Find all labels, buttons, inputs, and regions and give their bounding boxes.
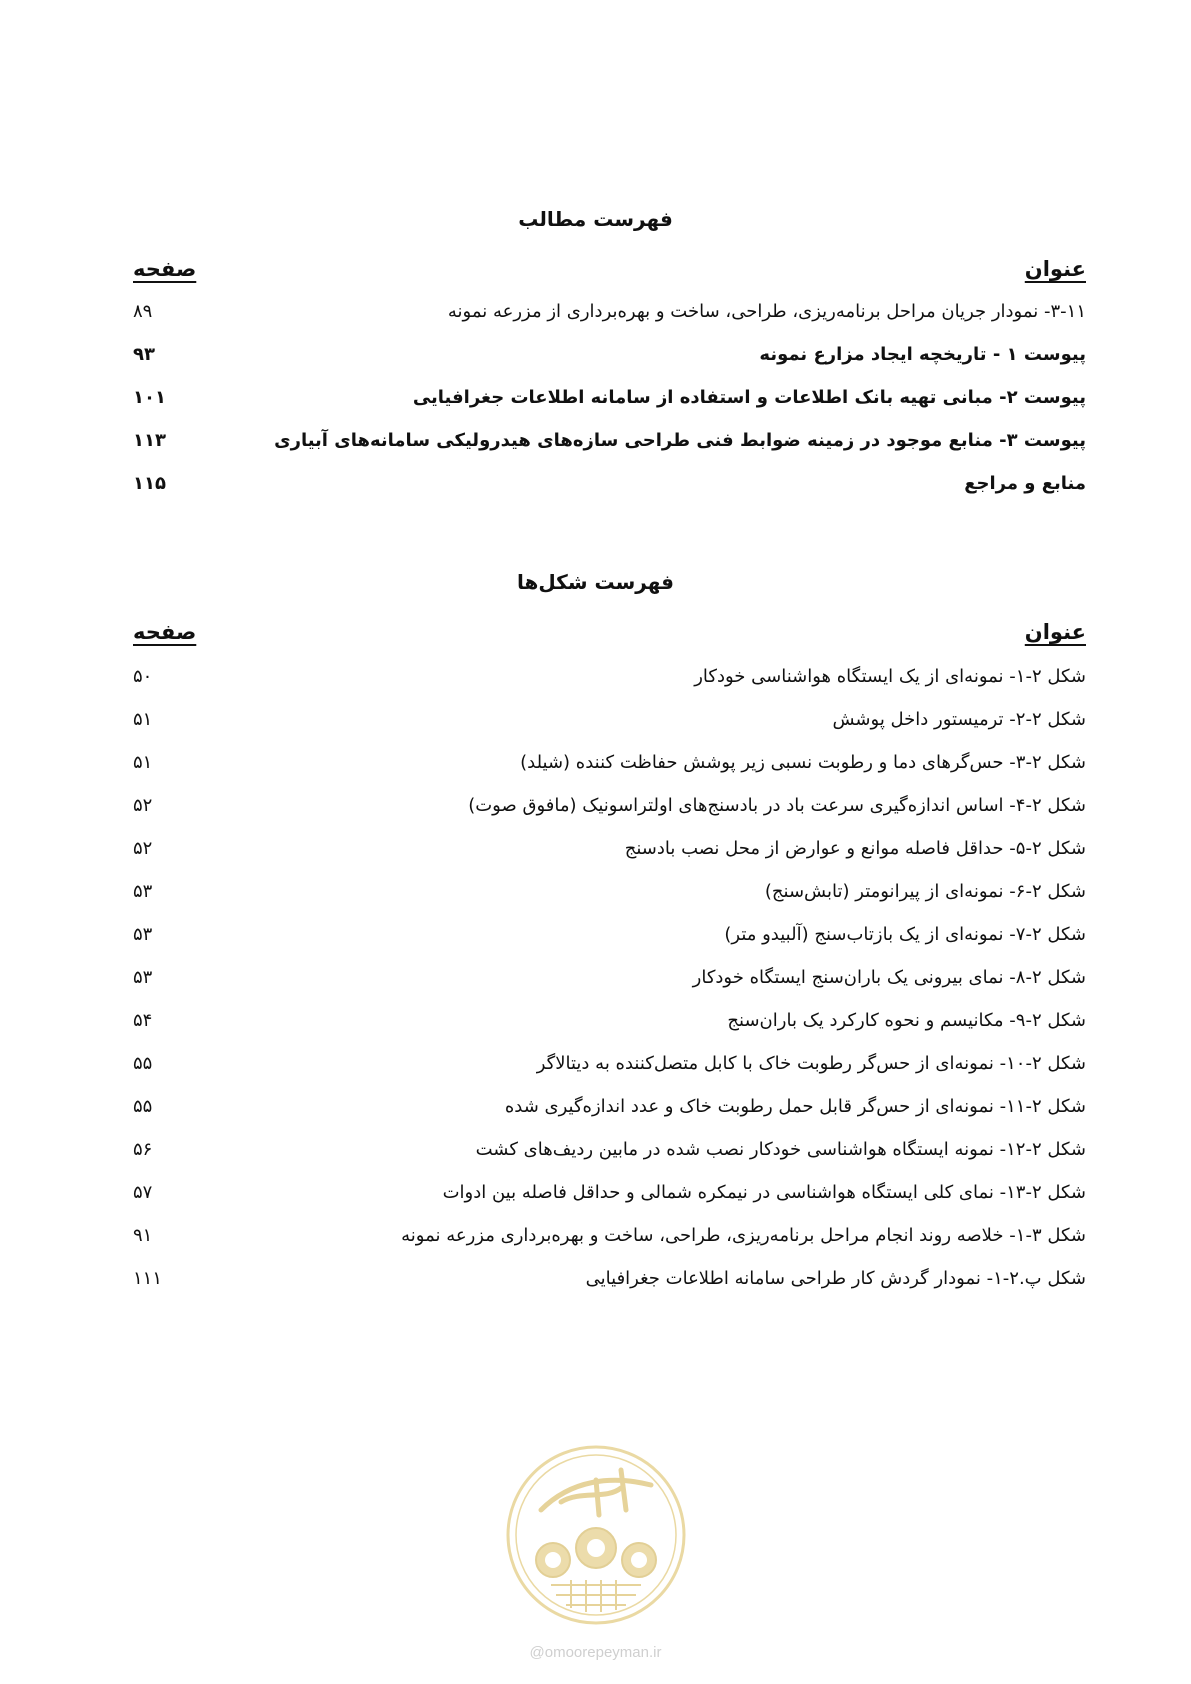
figure-row[interactable] xyxy=(0,746,1191,780)
gear-seal-icon xyxy=(501,1440,691,1630)
figure-row-page: ۵۴ xyxy=(133,1010,153,1031)
figure-row[interactable] xyxy=(0,703,1191,737)
figure-row[interactable] xyxy=(0,1133,1191,1167)
toc-column-page: صفحه xyxy=(133,257,197,281)
toc-row-title: منابع و مراجع xyxy=(964,473,1086,494)
toc-row-page: ۹۳ xyxy=(133,344,155,365)
toc-column-title: عنوان xyxy=(1024,257,1086,281)
figure-row[interactable] xyxy=(0,832,1191,866)
toc-row-page: ۱۱۵ xyxy=(133,473,166,494)
figure-row-title: شکل ۲-۱۱- نمونه‌ای از حس‌گر قابل حمل رطوبت خاک و عدد اندازه‌گیری شده xyxy=(504,1096,1086,1117)
toc-row[interactable] xyxy=(0,381,1191,415)
figure-row-title: شکل ۲-۵- حداقل فاصله موانع و عوارض از محل نصب بادسنج xyxy=(624,838,1086,859)
figure-row-page: ۱۱۱ xyxy=(133,1268,163,1289)
toc-row-page: ۸۹ xyxy=(133,301,153,322)
figures-column-title: عنوان xyxy=(1024,620,1086,644)
figure-row-title: شکل ۳-۱- خلاصه روند انجام مراحل برنامه‌ریزی، طراحی، ساخت و بهره‌برداری مزرعه نمونه xyxy=(401,1225,1086,1246)
toc-row-page: ۱۱۳ xyxy=(133,430,166,451)
figure-row[interactable] xyxy=(0,1047,1191,1081)
figure-row-page: ۵۲ xyxy=(133,795,153,816)
figure-row-title: شکل پ.۲-۱- نمودار گردش کار طراحی سامانه اطلاعات جغرافیایی xyxy=(585,1268,1086,1289)
figure-row-title: شکل ۲-۲- ترمیستور داخل پوشش xyxy=(832,709,1086,730)
figure-row-page: ۵۵ xyxy=(133,1096,153,1117)
figure-row-title: شکل ۲-۹- مکانیسم و نحوه کارکرد یک باران‌سنج xyxy=(727,1010,1086,1031)
figure-row-page: ۵۶ xyxy=(133,1139,153,1160)
figure-row[interactable] xyxy=(0,1004,1191,1038)
figure-row-title: شکل ۲-۸- نمای بیرونی یک باران‌سنج ایستگاه خودکار xyxy=(692,967,1086,988)
figure-row-page: ۵۳ xyxy=(133,967,153,988)
watermark-logo xyxy=(501,1440,691,1630)
toc-row[interactable] xyxy=(0,424,1191,458)
figure-row[interactable] xyxy=(0,1262,1191,1296)
toc-row-title: پیوست ۳- منابع موجود در زمینه ضوابط فنی طراحی سازه‌های هیدرولیکی سامانه‌های آبیاری xyxy=(274,430,1086,451)
figure-row-page: ۵۳ xyxy=(133,881,153,902)
toc-heading: فهرست مطالب xyxy=(518,207,673,231)
figures-column-page: صفحه xyxy=(133,620,197,644)
toc-row[interactable] xyxy=(0,295,1191,329)
figure-row-title: شکل ۲-۱۰- نمونه‌ای از حس‌گر رطوبت خاک با کابل متصل‌کننده به دیتالاگر xyxy=(536,1053,1086,1074)
figure-row[interactable] xyxy=(0,1219,1191,1253)
figure-row-title: شکل ۲-۱۳- نمای کلی ایستگاه هواشناسی در نیمکره شمالی و حداقل فاصله بین ادوات xyxy=(442,1182,1086,1203)
toc-row-title: ۳-۱۱- نمودار جریان مراحل برنامه‌ریزی، طراحی، ساخت و بهره‌برداری از مزرعه نمونه xyxy=(447,301,1086,322)
figure-row-page: ۵۷ xyxy=(133,1182,153,1203)
figure-row-title: شکل ۲-۶- نمونه‌ای از پیرانومتر (تابش‌سنج) xyxy=(764,881,1086,902)
toc-row-title: پیوست ۱ - تاریخچه ایجاد مزارع نمونه xyxy=(759,344,1086,365)
figure-row[interactable] xyxy=(0,660,1191,694)
figure-row-page: ۵۱ xyxy=(133,709,153,730)
figure-row-title: شکل ۲-۳- حس‌گرهای دما و رطوبت نسبی زیر پوشش حفاظت کننده (شیلد) xyxy=(520,752,1086,773)
figure-row-page: ۵۱ xyxy=(133,752,153,773)
figure-row-title: شکل ۲-۷- نمونه‌ای از یک بازتاب‌سنج (آلبیدو متر) xyxy=(724,924,1086,945)
figure-row-page: ۵۲ xyxy=(133,838,153,859)
figure-row-title: شکل ۲-۱- نمونه‌ای از یک ایستگاه هواشناسی خودکار xyxy=(694,666,1086,687)
figure-row-page: ۵۳ xyxy=(133,924,153,945)
figure-row[interactable] xyxy=(0,789,1191,823)
figure-row[interactable] xyxy=(0,1176,1191,1210)
watermark-url: @omoorepeyman.ir xyxy=(529,1644,662,1661)
figure-row[interactable] xyxy=(0,961,1191,995)
figure-row-title: شکل ۲-۱۲- نمونه ایستگاه هواشناسی خودکار نصب شده در مابین ردیف‌های کشت xyxy=(475,1139,1086,1160)
toc-row-page: ۱۰۱ xyxy=(133,387,166,408)
figure-row-page: ۹۱ xyxy=(133,1225,153,1246)
toc-row[interactable] xyxy=(0,338,1191,372)
figure-row[interactable] xyxy=(0,918,1191,952)
figure-row-page: ۵۵ xyxy=(133,1053,153,1074)
figure-row-page: ۵۰ xyxy=(133,666,153,687)
figures-heading: فهرست شکل‌ها xyxy=(516,570,675,594)
figure-row[interactable] xyxy=(0,1090,1191,1124)
toc-row[interactable] xyxy=(0,467,1191,501)
figure-row-title: شکل ۲-۴- اساس اندازه‌گیری سرعت باد در بادسنج‌های اولتراسونیک (مافوق صوت) xyxy=(468,795,1086,816)
figure-row[interactable] xyxy=(0,875,1191,909)
toc-row-title: پیوست ۲- مبانی تهیه بانک اطلاعات و استفاده از سامانه اطلاعات جغرافیایی xyxy=(412,387,1086,408)
